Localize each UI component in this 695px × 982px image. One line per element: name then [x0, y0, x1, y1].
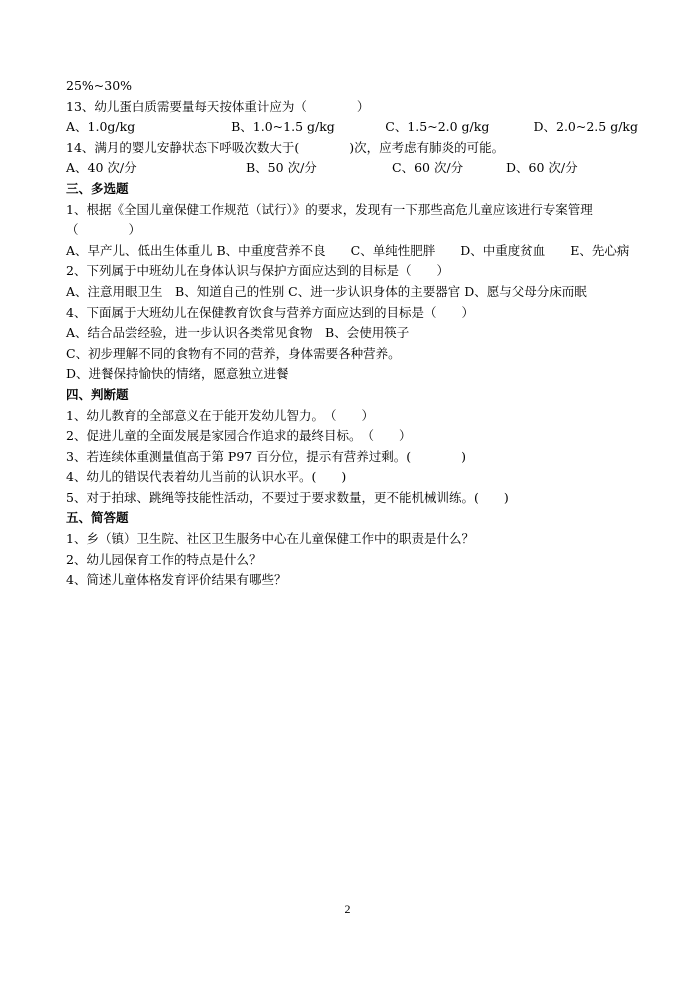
section-heading-multiple-choice: 三、多选题: [66, 180, 129, 196]
document-page: [66, 76, 638, 591]
short-question-2: 2、幼儿园保育工作的特点是什么？: [66, 551, 262, 567]
multi-question-4: 4、下面属于大班幼儿在保健教育饮食与营养方面应达到的目标是（ ）: [66, 304, 474, 320]
option-c: C、60 次/分: [392, 160, 464, 176]
multi-question-2-options: A、注意用眼卫生 B、知道自己的性别 C、进一步认识身体的主要器官 D、愿与父母分床而眠: [66, 283, 587, 299]
multi-question-2: 2、下列属于中班幼儿在身体认识与保护方面应达到的目标是（ ）: [66, 263, 449, 279]
multi-question-4-option-ab: A、结合品尝经验，进一步认识各类常见食物 B、会使用筷子: [66, 325, 410, 341]
option-b: B、1.0~1.5 g/kg: [231, 119, 335, 135]
multi-question-1-options: A、早产儿、低出生体重儿 B、中重度营养不良 C、单纯性肥胖 D、中重度贫血 E、先心病: [66, 242, 630, 258]
tf-question-2: 2、促进儿童的全面发展是家园合作追求的最终目标。 （ ）: [66, 428, 412, 444]
multi-question-1: 1、根据《全国儿童保健工作规范（试行）》的要求，发现有一下那些高危儿童应该进行专案管理（ ）: [66, 201, 593, 238]
question-14: 14、满月的婴儿安静状态下呼吸次数大于( )次，应考虑有肺炎的可能。: [66, 139, 505, 155]
section-heading-true-false: 四、判断题: [66, 386, 129, 402]
question-14-options: [66, 158, 638, 179]
tf-question-5: 5、对于拍球、跳绳等技能性活动，不要过于要求数量，更不能机械训练。( ): [66, 489, 509, 505]
short-question-1: 1、乡（镇）卫生院、社区卫生服务中心在儿童保健工作中的职责是什么？: [66, 531, 474, 547]
question-13-options: [66, 117, 638, 138]
option-a: A、1.0g/kg: [66, 119, 136, 135]
answer-fragment: 25%~30%: [66, 78, 133, 93]
multi-question-4-option-d: D、进餐保持愉快的情绪，愿意独立进餐: [66, 366, 289, 382]
section-heading-short-answer: 五、简答题: [66, 510, 129, 526]
page-number: 2: [344, 902, 351, 916]
tf-question-1: 1、幼儿教育的全部意义在于能开发幼儿智力。 （ ）: [66, 407, 374, 423]
tf-question-3: 3、若连续体重测量值高于第 P97 百分位，提示有营养过剩。( ): [66, 448, 466, 464]
option-c: C、1.5~2.0 g/kg: [385, 119, 490, 135]
tf-question-4: 4、幼儿的错误代表着幼儿当前的认识水平。( ): [66, 469, 347, 485]
option-d: D、60 次/分: [506, 160, 578, 176]
option-a: A、40 次/分: [66, 160, 137, 176]
question-13: 13、幼儿蛋白质需要量每天按体重计应为（ ）: [66, 98, 370, 114]
multi-question-4-option-c: C、初步理解不同的食物有不同的营养，身体需要各种营养。: [66, 345, 401, 361]
short-question-4: 4、简述儿童体格发育评价结果有哪些？: [66, 572, 287, 588]
option-b: B、50 次/分: [246, 160, 317, 176]
option-d: D、2.0~2.5 g/kg: [533, 119, 639, 135]
